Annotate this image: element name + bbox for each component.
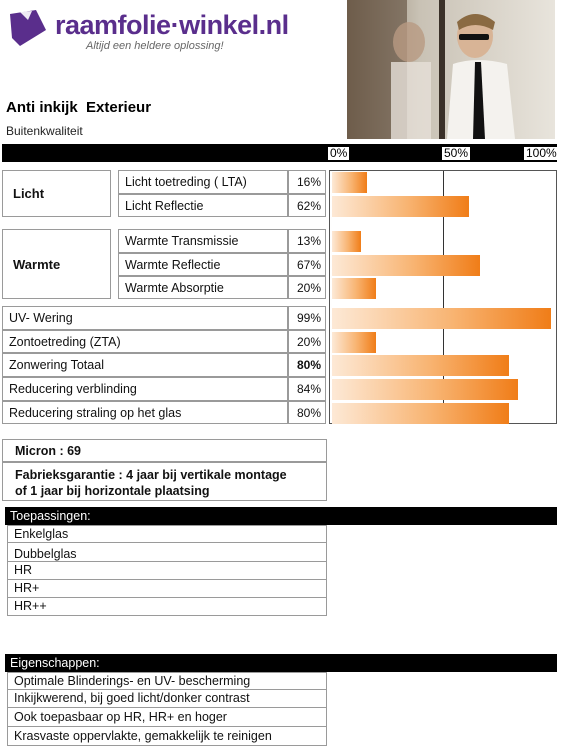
- row-label: Licht toetreding ( LTA): [118, 170, 288, 194]
- row-value: 84%: [288, 377, 326, 401]
- row-label: Zonwering Totaal: [2, 353, 288, 377]
- list-item: Dubbelglas: [7, 543, 327, 562]
- list-item: Krasvaste oppervlakte, gemakkelijk te reinigen: [7, 727, 327, 746]
- row-label: Reducering verblinding: [2, 377, 288, 401]
- group-label-licht: Licht: [2, 170, 111, 217]
- group-label-warmte: Warmte: [2, 229, 111, 299]
- chart-bar: [332, 231, 361, 252]
- guarantee-line-1: Fabrieksgarantie : 4 jaar bij vertikale montage: [15, 468, 287, 482]
- scale-label-0: 0%: [330, 146, 348, 160]
- row-label: Warmte Reflectie: [118, 253, 288, 276]
- product-title: Anti inkijk Exterieur: [6, 99, 152, 116]
- chart-bar: [332, 332, 376, 353]
- row-value: 20%: [288, 330, 326, 353]
- row-label: Zontoetreding (ZTA): [2, 330, 288, 353]
- eigenschappen-header: Eigenschappen:: [5, 654, 557, 672]
- scale-bar: [2, 144, 557, 162]
- chart-bar: [332, 355, 509, 376]
- list-item: Inkijkwerend, bij goed licht/donker contrast: [7, 690, 327, 708]
- row-value: 80%: [288, 401, 326, 424]
- brand-separator: ·: [170, 10, 180, 40]
- brand-name[interactable]: [55, 10, 289, 41]
- row-value: 67%: [288, 253, 326, 276]
- scale-label-50: 50%: [444, 146, 469, 160]
- logo-icon: [6, 8, 50, 48]
- row-value: 80%: [288, 353, 326, 377]
- chart-bar: [332, 308, 551, 329]
- brand-name-part1: raamfolie: [55, 10, 171, 40]
- list-item: Enkelglas: [7, 525, 327, 543]
- brand-name-part2: winkel.nl: [179, 10, 289, 40]
- row-value: 99%: [288, 306, 326, 330]
- chart-bar: [332, 172, 367, 193]
- chart-bar: [332, 403, 509, 424]
- row-value: 20%: [288, 276, 326, 299]
- row-value: 13%: [288, 229, 326, 253]
- chart-bar: [332, 379, 518, 400]
- photo-illustration: [347, 0, 555, 139]
- chart-bar: [332, 196, 469, 217]
- list-item: HR++: [7, 598, 327, 616]
- row-label: Warmte Absorptie: [118, 276, 288, 299]
- micron-info: Micron : 69: [2, 439, 327, 462]
- brand-tagline: Altijd een heldere oplossing!: [86, 40, 224, 52]
- row-value: 62%: [288, 194, 326, 217]
- list-item: Ook toepasbaar op HR, HR+ en hoger: [7, 708, 327, 727]
- list-item: HR: [7, 562, 327, 580]
- row-label: Warmte Transmissie: [118, 229, 288, 253]
- bar-chart: [329, 170, 557, 424]
- row-value: 16%: [288, 170, 326, 194]
- chart-bar: [332, 278, 376, 299]
- scale-label-100: 100%: [526, 146, 557, 160]
- row-label: Licht Reflectie: [118, 194, 288, 217]
- list-item: HR+: [7, 580, 327, 598]
- row-label: UV- Wering: [2, 306, 288, 330]
- chart-bar: [332, 255, 480, 276]
- row-label: Reducering straling op het glas: [2, 401, 288, 424]
- list-item: Optimale Blinderings- en UV- bescherming: [7, 672, 327, 690]
- product-subtitle: Buitenkwaliteit: [6, 124, 83, 138]
- guarantee-info: [2, 462, 327, 501]
- toepassingen-header: Toepassingen:: [5, 507, 557, 525]
- product-photo: [347, 0, 555, 139]
- guarantee-line-2: of 1 jaar bij horizontale plaatsing: [15, 484, 210, 498]
